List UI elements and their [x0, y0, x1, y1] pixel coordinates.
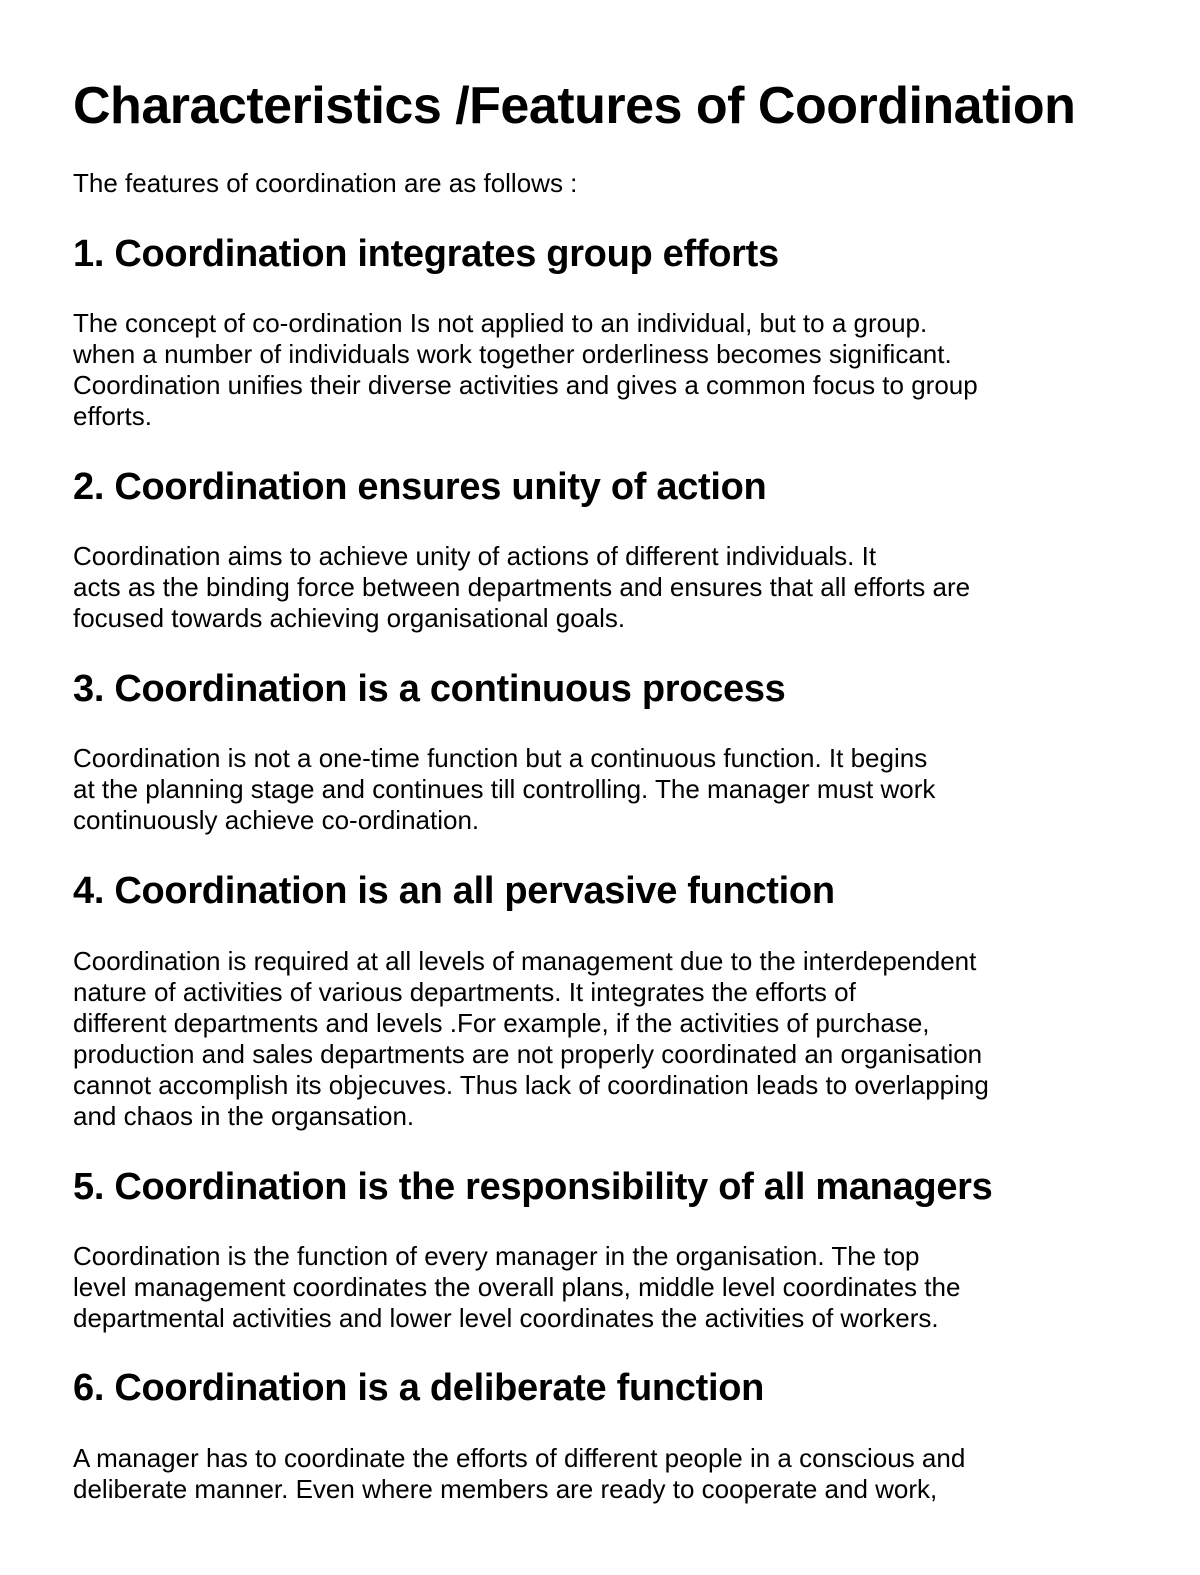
section-line: different departments and levels .For example, if the activities of purchase, — [73, 1008, 930, 1038]
section-line: cannot accomplish its objecuves. Thus lack of coordination leads to overlapping — [73, 1070, 989, 1100]
section-line: Coordination aims to achieve unity of actions of different individuals. It — [73, 541, 877, 571]
section-line: Coordination is required at all levels of management due to the interdependent — [73, 946, 977, 976]
section-heading-6: 6. Coordination is a deliberate function — [73, 1367, 765, 1409]
section-line: when a number of individuals work together orderliness becomes significant. — [73, 339, 952, 369]
section-line: focused towards achieving organisational goals. — [73, 603, 626, 633]
section-body-3 — [73, 743, 1163, 836]
section-heading-1: 1. Coordination integrates group efforts — [73, 233, 779, 275]
section-heading-2: 2. Coordination ensures unity of action — [73, 466, 767, 508]
section-line: Coordination is the function of every manager in the organisation. The top — [73, 1241, 920, 1271]
section-line: nature of activities of various departments. It integrates the efforts of — [73, 977, 856, 1007]
page-title: Characteristics /Features of Coordination — [73, 77, 1076, 135]
section-heading-3: 3. Coordination is a continuous process — [73, 668, 786, 710]
section-line: A manager has to coordinate the efforts of different people in a conscious and — [73, 1443, 966, 1473]
section-body-4 — [73, 946, 1163, 1132]
section-line: level management coordinates the overall plans, middle level coordinates the — [73, 1272, 961, 1302]
section-line: continuously achieve co-ordination. — [73, 805, 480, 835]
section-line: production and sales departments are not properly coordinated an organisation — [73, 1039, 983, 1069]
section-heading-4: 4. Coordination is an all pervasive function — [73, 870, 835, 912]
section-heading-5: 5. Coordination is the responsibility of all managers — [73, 1166, 993, 1208]
section-body-6 — [73, 1443, 1163, 1505]
section-line: Coordination unifies their diverse activities and gives a common focus to group — [73, 370, 978, 400]
section-body-1 — [73, 308, 1163, 432]
section-line: at the planning stage and continues till controlling. The manager must work — [73, 774, 936, 804]
section-line: acts as the binding force between departments and ensures that all efforts are — [73, 572, 971, 602]
section-line: Coordination is not a one-time function but a continuous function. It begins — [73, 743, 928, 773]
section-line: The concept of co-ordination Is not applied to an individual, but to a group. — [73, 308, 928, 338]
section-body-5 — [73, 1241, 1163, 1334]
section-line: departmental activities and lower level coordinates the activities of workers. — [73, 1303, 939, 1333]
section-line: deliberate manner. Even where members are ready to cooperate and work, — [73, 1474, 938, 1504]
section-line: and chaos in the organsation. — [73, 1101, 415, 1131]
section-line: efforts. — [73, 401, 153, 431]
section-body-2 — [73, 541, 1163, 634]
intro-text: The features of coordination are as follows : — [73, 168, 578, 198]
